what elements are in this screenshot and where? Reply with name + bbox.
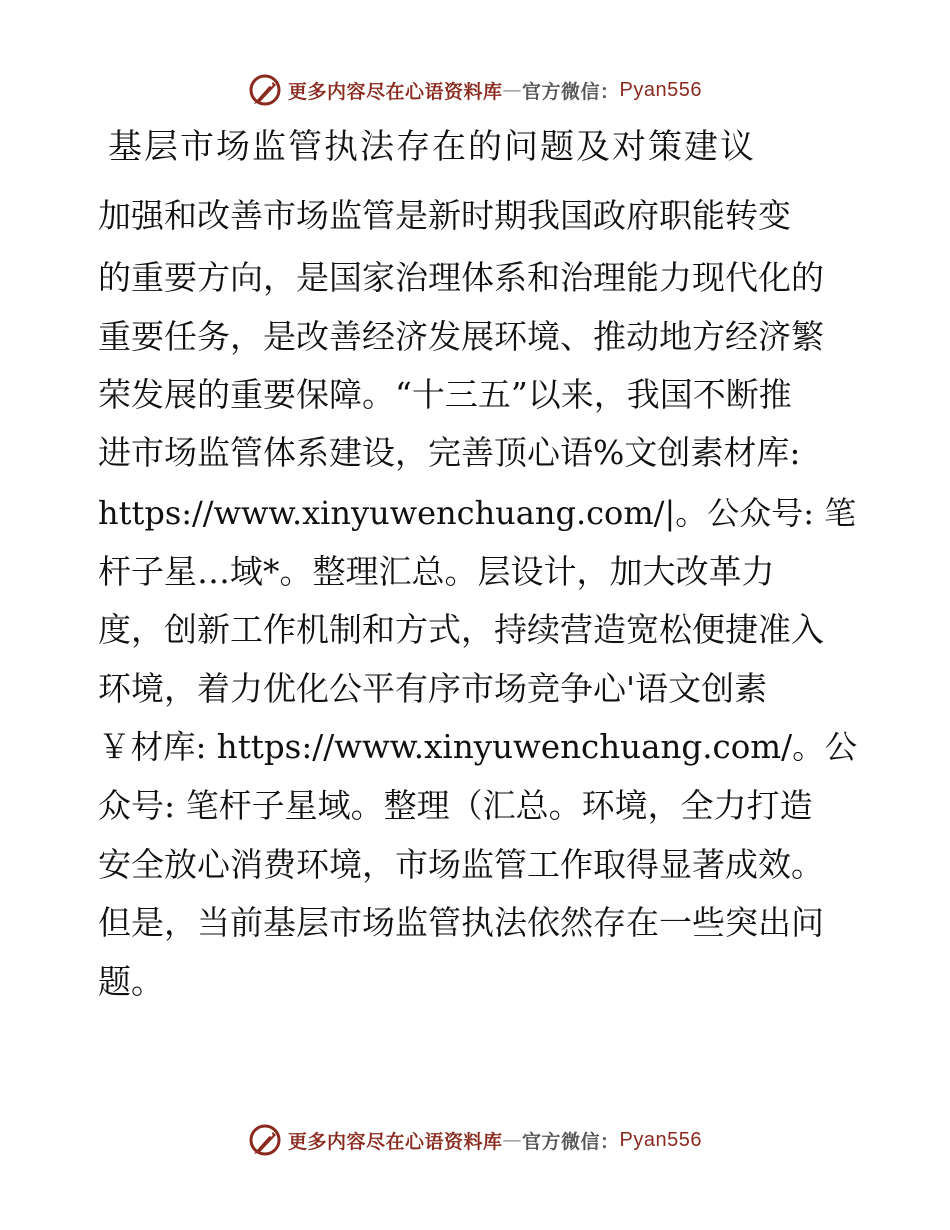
footer-banner <box>0 1120 950 1160</box>
pen-logo-icon <box>248 73 282 107</box>
paragraph-line: 加强和改善市场监管是新时期我国政府职能转变 <box>98 196 791 235</box>
banner-wechat-id: Pyan556 <box>619 1128 702 1151</box>
banner-dash: — <box>502 1129 523 1151</box>
paragraph-line: 的重要方向，是国家治理体系和治理能力现代化的 <box>98 258 824 297</box>
paragraph-line: 安全放心消费环境，市场监管工作取得显著成效。 <box>98 845 824 884</box>
pen-logo-icon <box>248 1123 282 1157</box>
paragraph-line: 众号: 笔杆子星域。整理（汇总。环境，全力打造 <box>98 786 813 825</box>
paragraph-line: 进市场监管体系建设，完善顶心语%文创素材库: <box>98 433 801 472</box>
paragraph-line: 重要任务，是改善经济发展环境、推动地方经济繁 <box>98 317 824 356</box>
banner-lead-text: 更多内容尽在心语资料库 <box>288 80 503 103</box>
paragraph-line: 杆子星…域*。整理汇总。层设计，加大改革力 <box>98 552 775 591</box>
paragraph-line: ￥材库: https://www.xinyuwenchuang.com/。公 <box>98 728 858 766</box>
paragraph-line: 但是，当前基层市场监管执法依然存在一些突出问 <box>98 903 824 942</box>
banner-wechat-label: 官方微信： <box>522 80 620 103</box>
banner-dash: — <box>502 79 523 101</box>
banner-lead-text: 更多内容尽在心语资料库 <box>288 1130 503 1153</box>
paragraph-line: 环境，着力优化公平有序市场竞争心'语文创素 <box>98 669 768 708</box>
paragraph-line: 题。 <box>98 962 164 1001</box>
paragraph-line: 度，创新工作机制和方式，持续营造宽松便捷准入 <box>98 610 824 649</box>
paragraph-line: https://www.xinyuwenchuang.com/|。公众号: 笔 <box>98 494 857 532</box>
header-banner <box>0 70 950 110</box>
banner-wechat-id: Pyan556 <box>619 78 702 101</box>
banner-wechat-label: 官方微信： <box>522 1130 620 1153</box>
paragraph-line: 荣发展的重要保障。“十三五”以来，我国不断推 <box>98 375 792 414</box>
document-title: 基层市场监管执法存在的问题及对策建议 <box>108 127 756 167</box>
